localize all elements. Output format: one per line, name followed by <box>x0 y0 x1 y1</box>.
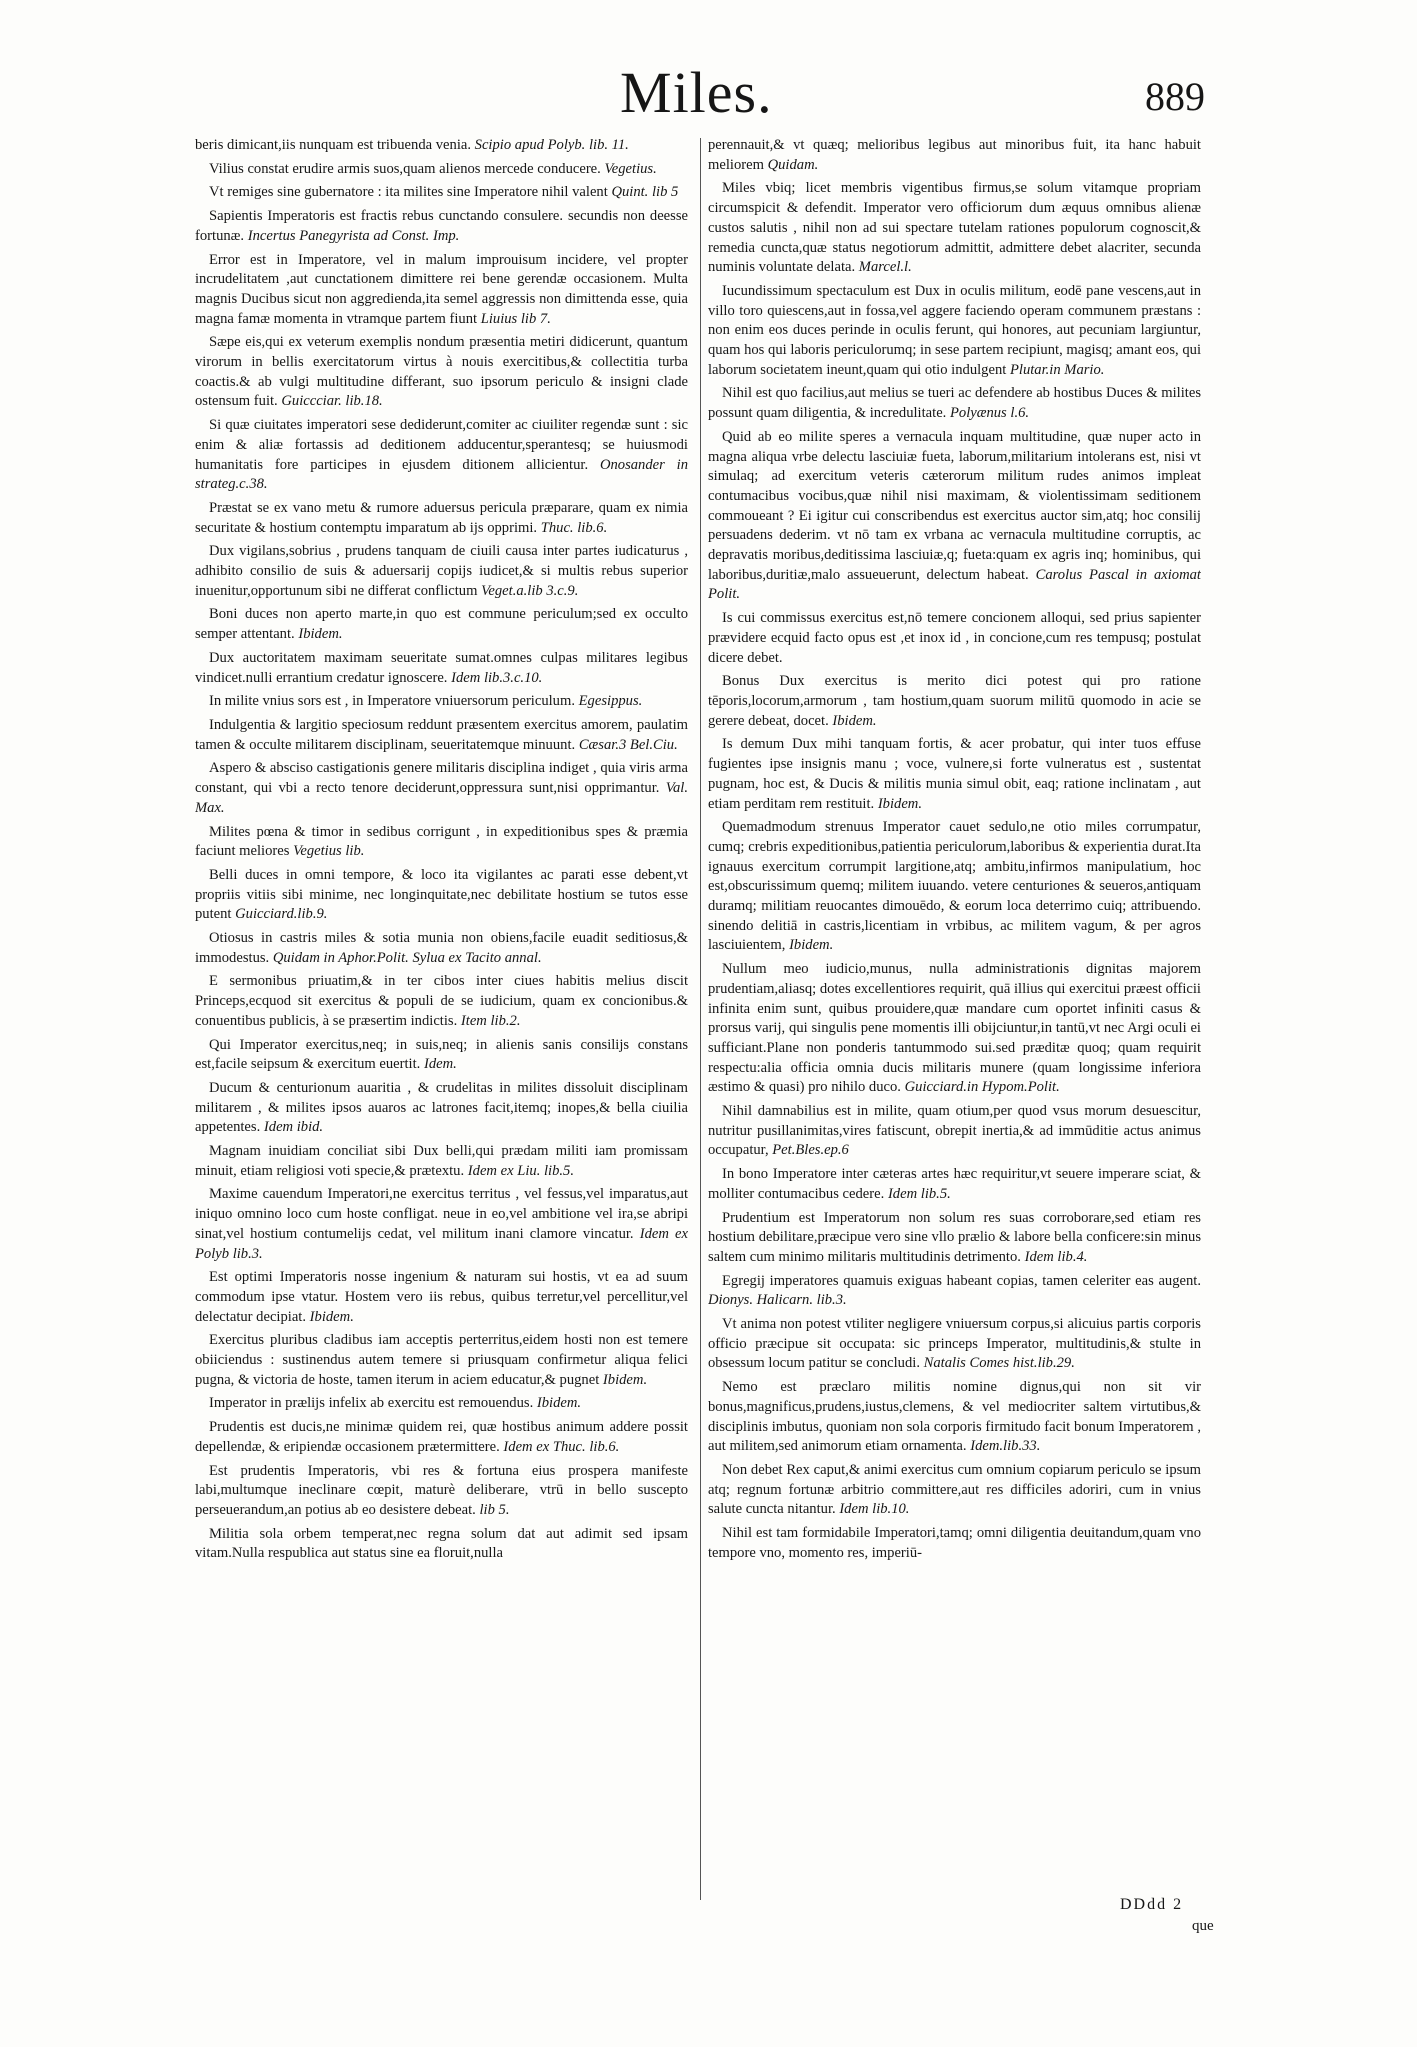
sentence-entry <box>195 1331 688 1390</box>
sentence-entry <box>708 1461 1201 1520</box>
entry-source: Idem lib.5. <box>887 1185 951 1202</box>
entry-source: Idem lib.10. <box>839 1501 910 1518</box>
entry-text: Dux vigilans,sobrius , prudens tanquam de ciuili causa inter partes iudicaturus , adhibito consilio de suis & aduersarij copijs iudicet,& si multis rebus superior inuenitur,opportunum sibi ne differat conflictum <box>195 543 688 599</box>
entry-text: Bonus Dux exercitus is merito dici potest qui pro ratione tēporis,locorum,armorum , tam hostium,quam suorum militū quomodo in acie se gerere debeat, docet. <box>708 673 1201 729</box>
entry-source: Guicciard.lib.9. <box>235 906 328 923</box>
entry-text: Est optimi Imperatoris nosse ingenium & naturam sui hostis, vt ea ad suum commodum ipse vtatur. Hostem vero iis rebus, quibus terretur,vel percellitur,vel delectatur decipiat. <box>195 1269 688 1325</box>
sentence-entry <box>195 759 688 818</box>
sentence-entry <box>195 1268 688 1327</box>
sentence-entry <box>195 1185 688 1264</box>
sentence-entry <box>708 1378 1201 1457</box>
sentence-entry <box>195 1525 688 1564</box>
entry-text: Miles vbiq; licet membris vigentibus firmus,se solum vitamque propriam circumspicit & defendit. Imperator vero officiorum dum æquus omnibus alienæ custos salutis , nihil non ad sui spectare tutelam rationes populorum cognoscit,& remedia cuncta,quæ status negotiorum admittit, admittere debet alacriter, secunda numinis voluntate delata. <box>708 180 1201 276</box>
entry-text: E sermonibus priuatim,& in ter cibos inter ciues habitis melius discit Princeps,ecquod sit exercitus & populi de se iudicium, quam ex concionibus.& conuentibus publicis, à se præsertim indictis. <box>195 973 688 1029</box>
entry-text: Error est in Imperatore, vel in malum improuisum incidere, vel propter incrudelitatem ,aut cunctationem dimittere rei bene gerendæ occasionem. Multa magnis Ducibus sicut non aggredienda,ita semel aggressis non dimittenda esse, quia magna famæ momenta in vtramque partem fiunt <box>195 251 688 327</box>
sentence-entry <box>195 823 688 862</box>
entry-text: Is demum Dux mihi tanquam fortis, & acer probatur, qui inter tuos effuse fugientes ipse insignis manu ; voce, vulnere,si forte vulneratus est , sustentat pugnam, hoc est, & Ducis & militis munia simul obit, eaq; ratione inclinatam , aut etiam perditam rem restituit. <box>708 736 1201 812</box>
sentence-entry <box>708 179 1201 278</box>
entry-source: Idem lib.3.c.10. <box>451 669 543 686</box>
entry-text: In milite vnius sors est , in Imperatore vniuersorum periculum. <box>209 693 575 710</box>
entry-text: Is cui commissus exercitus est,nō temere concionem alloqui, sed prius sapienter prævidere ecquid facto opus est ,et inox id , in concione,cum res tempusq; postulat dicere debet. <box>708 610 1201 666</box>
sentence-entry <box>195 183 688 203</box>
signature-mark: DDdd 2 <box>1120 1896 1184 1913</box>
sentence-entry <box>195 499 688 538</box>
entry-source: Thuc. lib.6. <box>540 519 608 536</box>
right-column <box>708 136 1201 1966</box>
entry-source: Idem.lib.33. <box>970 1438 1041 1455</box>
entry-text: Præstat se ex vano metu & rumore aduersus pericula præparare, quam ex nimia securitate & hostium contemptu imparatum ab ijs opprimi. <box>195 499 688 536</box>
sentence-entry <box>195 1462 688 1521</box>
entry-source: Ibidem. <box>298 626 343 643</box>
entry-text: Exercitus pluribus cladibus iam acceptis perterritus,eidem hosti non est temere obiiciendus : sustinendus autem temere si priusquam confirmetur aliqua felici pugna, & victoria de hoste, tamen iterum in aciem educatur,& pugnet <box>195 1332 688 1388</box>
sentence-entry <box>708 384 1201 423</box>
running-head <box>0 58 1417 138</box>
entry-text: Nullum meo iudicio,munus, nulla administrationis dignitas majorem prudentiam,aliasq; dotes excellentiores requirit, quā illius qui exercitui præest officii infinita enim sunt, quibus prouidere,quæ mandare cum oportet infiniti casus & prorsus varij, qui singulis pene momentis illi obijciuntur,in tantū,vt nec Argi oculi ei sufficiant.Plane non ponderis tantummodo sui.sed præditæ quoq; quam requirit respectu:alia officia omnia ducis militaris munere (quam longissime inferiora æstimo & quasi) pro nihilo duco. <box>708 961 1201 1096</box>
entry-source: Idem ex Polyb lib.3. <box>195 1225 688 1262</box>
sentence-entry <box>195 1394 688 1414</box>
sentence-entry <box>195 866 688 925</box>
entry-text: Iucundissimum spectaculum est Dux in oculis militum, eodē pane vescens,aut in villo toro quiescens,aut in fossa,vel aggere faciendo operam communem præstans : non enim eos duces perinde in oculis ferunt, qui honores, aut pecuniam largiuntur, quam hos qui laboris periculorumq; in sese partem recipiunt, magisq; amant eos, qui laborum societatem ineunt,quam qui otio indulgent <box>708 282 1201 378</box>
entry-source: Idem ex Thuc. lib.6. <box>503 1438 620 1455</box>
sentence-entry <box>708 428 1201 605</box>
entry-text: Ducum & centurionum auaritia , & crudelitas in milites dissoluit disciplinam militarem , & milites ipsos auaros ac latrones facit,itemq; inopes,& bella ciuilia appetentes. <box>195 1079 688 1136</box>
sentence-entry <box>195 1079 688 1138</box>
sentence-entry <box>195 929 688 968</box>
entry-text: In bono Imperatore inter cæteras artes hæc requiritur,vt seuere imperare sciat, & molliter contumacibus cedere. <box>708 1166 1201 1202</box>
entry-source: Ibidem. <box>309 1308 354 1325</box>
entry-source: Quidam. <box>767 156 819 173</box>
entry-text: Indulgentia & largitio speciosum reddunt præsentem exercitus amorem, paulatim tamen & occulte militarem disciplinam, seueritatemque minuunt. <box>195 716 688 753</box>
entry-text: Si quæ ciuitates imperatori sese dediderunt,comiter ac ciuiliter regendæ sunt : sic enim & aliæ fortassis ad deditionem adducentur,sperantesq; se huiusmodi humanitatis fore participes in ejusdem ditionem allicientur. <box>195 417 688 473</box>
sentence-entry <box>708 672 1201 731</box>
entry-source: Polyænus l.6. <box>949 405 1030 422</box>
sentence-entry <box>195 692 688 712</box>
entry-text: Prudentium est Imperatorum non solum res suas corroborare,sed etiam res hostium debilitare,præcipue vero sine vllo prælio & labore bella conficere:sin minus saltem cum minimo militaris multitudinis detrimento. <box>708 1209 1201 1265</box>
entry-source: Dionys. Halicarn. lib.3. <box>708 1292 847 1309</box>
entry-source: Vegetius lib. <box>293 843 365 860</box>
entry-source: Vegetius. <box>604 160 657 177</box>
entry-source: Liuius lib 7. <box>480 310 551 327</box>
entry-source: Scipio apud Polyb. lib. 11. <box>474 137 629 153</box>
entry-text: Otiosus in castris miles & sotia munia non obiens,facile euadit seditiosus,& immodestus. <box>195 930 688 966</box>
entry-source: Egesippus. <box>578 693 643 710</box>
entry-source: Carolus Pascal in axiomat Polit. <box>708 566 1201 603</box>
page-number: 889 <box>1145 74 1205 119</box>
sentence-entry <box>195 251 688 330</box>
entry-source: Item lib.2. <box>460 1012 521 1029</box>
sentence-entry <box>195 542 688 601</box>
entry-text: Vt remiges sine gubernatore : ita milites sine Imperatore nihil valent <box>209 184 608 201</box>
entry-source: Quidam in Aphor.Polit. Sylua ex Tacito annal. <box>272 949 542 966</box>
sentence-entry <box>708 1315 1201 1374</box>
sentence-entry <box>195 1142 688 1181</box>
entry-text: Quid ab eo milite speres a vernacula inquam multitudine, quæ nuper acto in magna aliqua vrbe delectu lasciuiæ fueta, laborum,militarium intolerans est, nisi vt simulaq; ad exercitum veteris cæterorum militum rudes animos impleat contumacibus vocibus,quæ nihil nisi maximam, & violentissimam seditionem commoueant ? Ei igitur cui conscribendus est exercitus auctor sim,atq; hoc consilij persuadens dederim. vt nō tam ex vrbana ac vernacula multitudine corruptis, ac depravatis moribus,deditissima lasciuiæ,q; fueta:quam ex agris inq; hominibus, qui laboribus,duritiæ,malo assueuerunt, delectum habeat. <box>708 428 1201 583</box>
entry-source: Guicciard.in Hypom.Polit. <box>904 1079 1060 1096</box>
sentence-entry <box>708 282 1201 381</box>
sentence-entry <box>195 136 688 156</box>
catchword: que <box>1192 1918 1214 1934</box>
entry-source: Pet.Bles.ep.6 <box>772 1142 849 1159</box>
sentence-entry <box>195 160 688 180</box>
entry-source: Ibidem. <box>832 712 877 729</box>
entry-source: Veget.a.lib 3.c.9. <box>481 582 579 599</box>
entry-text: Est prudentis Imperatoris, vbi res & fortuna eius prospera manifeste labi,multumque ineclinare cœpit, maturè deliberare, vtrū in bello suscepto perseuerandum,an potius ab eo desistere debeat. <box>195 1462 688 1518</box>
sentence-entry <box>195 1418 688 1457</box>
sentence-entry <box>708 1209 1201 1268</box>
sentence-entry <box>708 1524 1201 1563</box>
entry-source: Ibidem. <box>536 1395 582 1412</box>
sentence-entry <box>195 605 688 644</box>
entry-source: Guiccciar. lib.18. <box>281 393 383 410</box>
sentence-entry <box>195 207 688 246</box>
entry-text: Qui Imperator exercitus,neq; in suis,neq; in alienis sanis consilijs constans est,facile seipsum & exercitum euertit. <box>195 1036 688 1073</box>
entry-source: Idem lib.4. <box>1024 1248 1088 1265</box>
entry-source: Ibidem. <box>789 937 834 954</box>
page-title: Miles. <box>620 60 773 125</box>
sentence-entry <box>708 609 1201 668</box>
entry-source: Val. Max. <box>195 780 688 816</box>
entry-source: Idem ibid. <box>263 1119 324 1136</box>
entry-text: Boni duces non aperto marte,in quo est commune periculum;sed ex occulto semper attentant. <box>195 606 688 643</box>
entry-text: Vilius constat erudire armis suos,quam alienos mercede conducere. <box>209 160 601 177</box>
entry-text: Maxime cauendum Imperatori,ne exercitus territus , vel fessus,vel imparatus,aut iniquo omnino loco cum hoste confligat. neue in eo,vel ambitione vel ira,se abripi sinat,vel hostium contumelijs cedat, vel militum inani clamore vincatur. <box>195 1186 688 1242</box>
entry-text: Nihil est tam formidabile Imperatori,tamq; omni diligentia deuitandum,quam vno tempore vno, momento res, imperiū- <box>708 1525 1201 1561</box>
sentence-entry <box>708 136 1201 175</box>
entry-text: Militia sola orbem temperat,nec regna solum dat aut adimit sed ipsam vitam.Nulla respublica aut status sine ea floruit,nulla <box>195 1525 688 1562</box>
entry-source: Quint. lib 5 <box>611 184 679 201</box>
sentence-entry <box>195 1036 688 1075</box>
sentence-entry <box>708 818 1201 956</box>
entry-text: Nihil damnabilius est in milite, quam otium,per quod vsus morum desuescitur, nutritur pusillanimitas,vires fatiscunt, obrepit inertia,& ad immūditie actus animus occupatur, <box>708 1103 1201 1159</box>
entry-source: Marcel.l. <box>858 259 912 276</box>
entry-text: Sapientis Imperatoris est fractis rebus cunctando consulere. secundis non deesse fortunæ. <box>195 208 688 244</box>
entry-source: Idem ex Liu. lib.5. <box>467 1162 574 1179</box>
entry-source: Ibidem. <box>877 795 922 812</box>
sentence-entry <box>708 735 1201 814</box>
sentence-entry <box>708 960 1201 1098</box>
sentence-entry <box>195 333 688 412</box>
sentence-entry <box>708 1102 1201 1161</box>
entry-text: Quemadmodum strenuus Imperator cauet sedulo,ne otio miles corrumpatur, cumq; crebris expeditionibus,patientia periculorum,laboribus & experientia durat.Ita ignauus exercitum corrumpit largitione,atq; ambitu,infirmos manipulatium, hoc est,obscurissimum quemq; militem iuuando. vetere centuriones & seueros,antiquam duramq; militiam reuocantes dimouēdo, & eorum loca deterrimo cuiq; attribuendo. sinendo delitiā in castris,licentiam in vrbibus, ac militem vagum, & per agros lasciuientem, <box>708 819 1201 954</box>
sentence-entry <box>195 416 688 495</box>
entry-source: Ibidem. <box>602 1371 648 1388</box>
left-column <box>195 136 688 1966</box>
entry-text: Magnam inuidiam conciliat sibi Dux belli,qui prædam militi iam promissam minuit, etiam religiosi voti specie,& prætextu. <box>195 1143 688 1179</box>
entry-text: Nemo est præclaro militis nomine dignus,qui non sit vir bonus,magnificus,prudens,iustus,clemens, & vel mediocriter saltem virtutibus,& disciplinis imbutus, quoniam non sola corporis firmitudo facit bonum Imperatorem , aut militem,sed animorum etiam ornamenta. <box>708 1379 1201 1455</box>
entry-text: Prudentis est ducis,ne minimæ quidem rei, quæ hostibus animum addere possit depellendæ, & eripiendæ occasionem prætermittere. <box>195 1419 688 1455</box>
entry-text: Milites pœna & timor in sedibus corrigunt , in expeditionibus spes & præmia faciunt meliores <box>195 823 688 860</box>
entry-text: perennauit,& vt quæq; melioribus legibus aut minoribus fuit, ita hanc habuit meliorem <box>708 137 1201 173</box>
entry-text: Dux auctoritatem maximam seueritate sumat.omnes culpas militares legibus vindicet.nulli errantium credatur ignoscere. <box>195 649 688 686</box>
entry-text: Belli duces in omni tempore, & loco ita vigilantes ac parati esse debent,vt propriis vitiis sibi minime, nec longinquitate,nec debilitate hostium se tutos esse putent <box>195 866 688 923</box>
sentence-entry <box>195 649 688 688</box>
entry-text: Imperator in prælijs infelix ab exercitu est remouendus. <box>209 1395 534 1412</box>
entry-text: Non debet Rex caput,& animi exercitus cum omnium copiarum periculo se ipsum atq; regnum fortunæ arbitrio committere,aut res difficiles adoriri, cum in vnius salute cuncta nitantur. <box>708 1462 1201 1518</box>
sentence-entry <box>708 1165 1201 1204</box>
entry-source: Natalis Comes hist.lib.29. <box>923 1355 1075 1372</box>
entry-source: Idem. <box>423 1056 457 1073</box>
entry-text: Egregij imperatores quamuis exiguas habeant copias, tamen celeriter eas augent. <box>722 1272 1201 1289</box>
entry-source: Incertus Panegyrista ad Const. Imp. <box>247 227 460 244</box>
entry-text: Nihil est quo facilius,aut melius se tueri ac defendere ab hostibus Duces & milites possunt quam diligentia, & incredulitate. <box>708 385 1201 422</box>
entry-text: beris dimicant,iis nunquam est tribuenda venia. <box>195 137 471 153</box>
entry-source: lib 5. <box>479 1502 510 1518</box>
sentence-entry <box>195 972 688 1031</box>
column-rule <box>700 138 701 1900</box>
entry-text: Vt anima non potest vtiliter negligere vniuersum corpus,si alicuius partis corporis officio præcipue sit occupata: sic princeps Imperator, multitudinis,& stulte in obsessum locum patitur se concludi. <box>708 1316 1201 1372</box>
entry-text: Aspero & absciso castigationis genere militaris disciplina indiget , quia viris arma constant, qui vbi a recto tenore deciderunt,oppressura sunt,nisi opprimantur. <box>195 760 688 797</box>
entry-source: Cæsar.3 Bel.Ciu. <box>578 736 678 753</box>
sentence-entry <box>708 1272 1201 1311</box>
entry-source: Onosander in strateg.c.38. <box>195 456 688 493</box>
sentence-entry <box>195 716 688 755</box>
entry-text: Sæpe eis,qui ex veterum exemplis nondum præsentia metiri didicerunt, quantum virorum in bellis exercitatorum virtus à nouis exercitibus,& collectitia turba coactis.& ab vulgi multitudine differant, suo ipsorum periculo & insigni clade ostensum fuit. <box>195 334 688 410</box>
entry-source: Plutar.in Mario. <box>1009 361 1105 378</box>
